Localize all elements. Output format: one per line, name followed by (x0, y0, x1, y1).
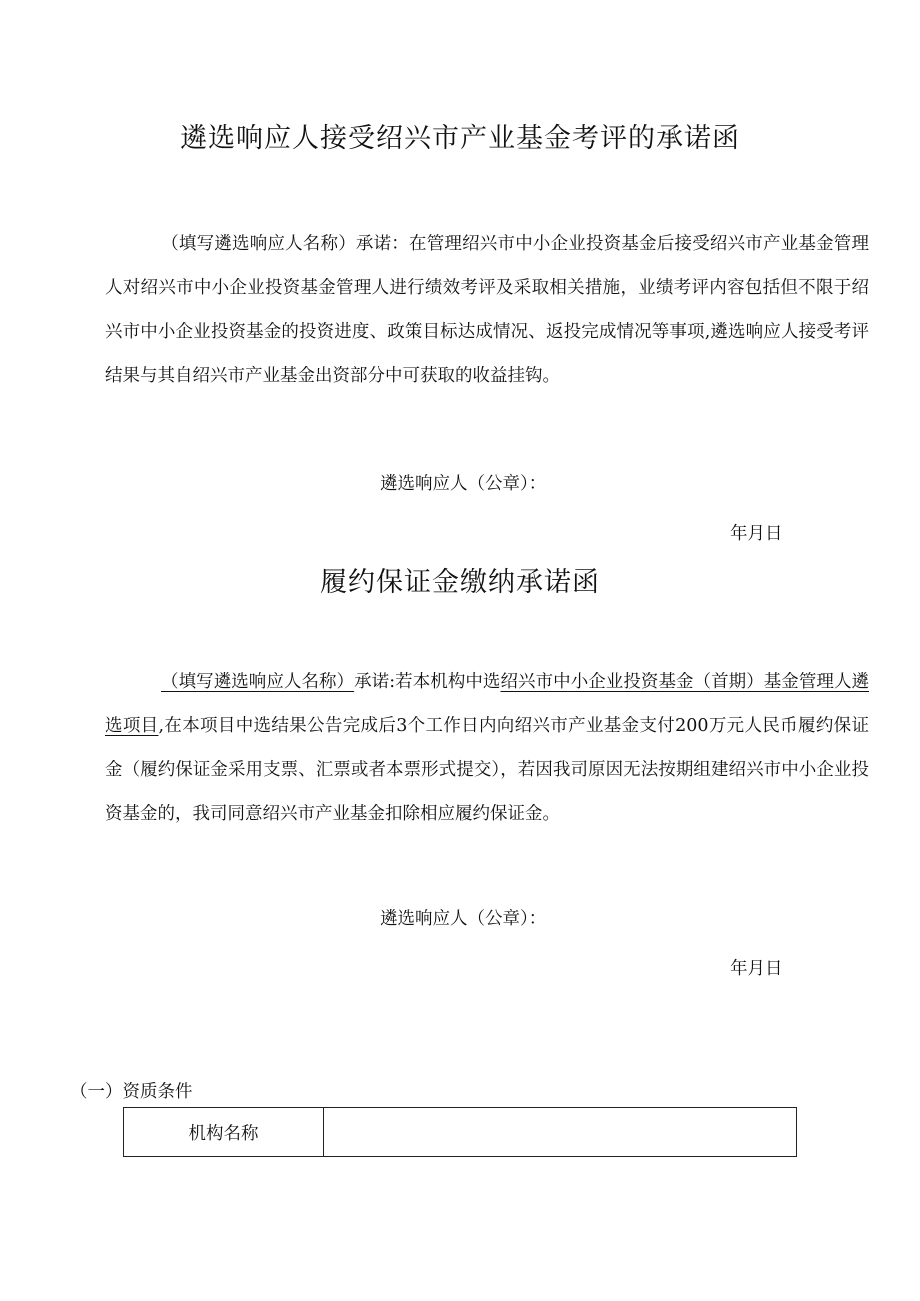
letter1-placeholder: （填写遴选响应人名称） (161, 234, 356, 254)
letter2-body-text-b: ,在本项目中选结果公告完成后3个工作日内向绍兴市产业基金支付200万元人民币履约保证金（履约保证金采用支票、汇票或者本票形式提交），若因我司原因无法按期组建绍兴市中小企业投资基金的，我司同意绍兴市产业基金扣除相应履约保证金。 (105, 716, 869, 824)
letter2-placeholder: （填写遴选响应人名称） (161, 672, 355, 692)
letter2-body-text-a: 承诺:若本机构中选 (354, 672, 501, 692)
section-heading-qualification: （一）资质条件 (70, 1082, 193, 1102)
qualification-table (123, 1107, 797, 1157)
letter2-title: 履约保证金缴纳承诺函 (320, 567, 600, 598)
institution-name-label: 机构名称 (124, 1108, 324, 1157)
letter2-body (105, 660, 869, 836)
letter2-project-name: 绍兴市中小企业投资基金（首期）基金管理人遴选项目 (105, 672, 870, 736)
letter1-signature: 遴选响应人（公章）： (380, 474, 547, 494)
letter1-body (105, 222, 869, 398)
letter1-date: 年月日 (730, 524, 783, 544)
institution-name-value[interactable] (324, 1108, 797, 1157)
table-row (124, 1108, 797, 1157)
letter2-date: 年月日 (730, 959, 783, 979)
letter2-signature: 遴选响应人（公章）： (380, 909, 547, 929)
letter1-title: 遴选响应人接受绍兴市产业基金考评的承诺函 (180, 123, 740, 154)
letter1-body-text: 承诺：在管理绍兴市中小企业投资基金后接受绍兴市产业基金管理人对绍兴市中小企业投资基金管理人进行绩效考评及采取相关措施，业绩考评内容包括但不限于绍兴市中小企业投资基金的投资进度、政策目标达成情况、返投完成情况等事项,遴选响应人接受考评结果与其自绍兴市产业基金出资部分中可获取的收益挂钩。 (105, 234, 870, 386)
